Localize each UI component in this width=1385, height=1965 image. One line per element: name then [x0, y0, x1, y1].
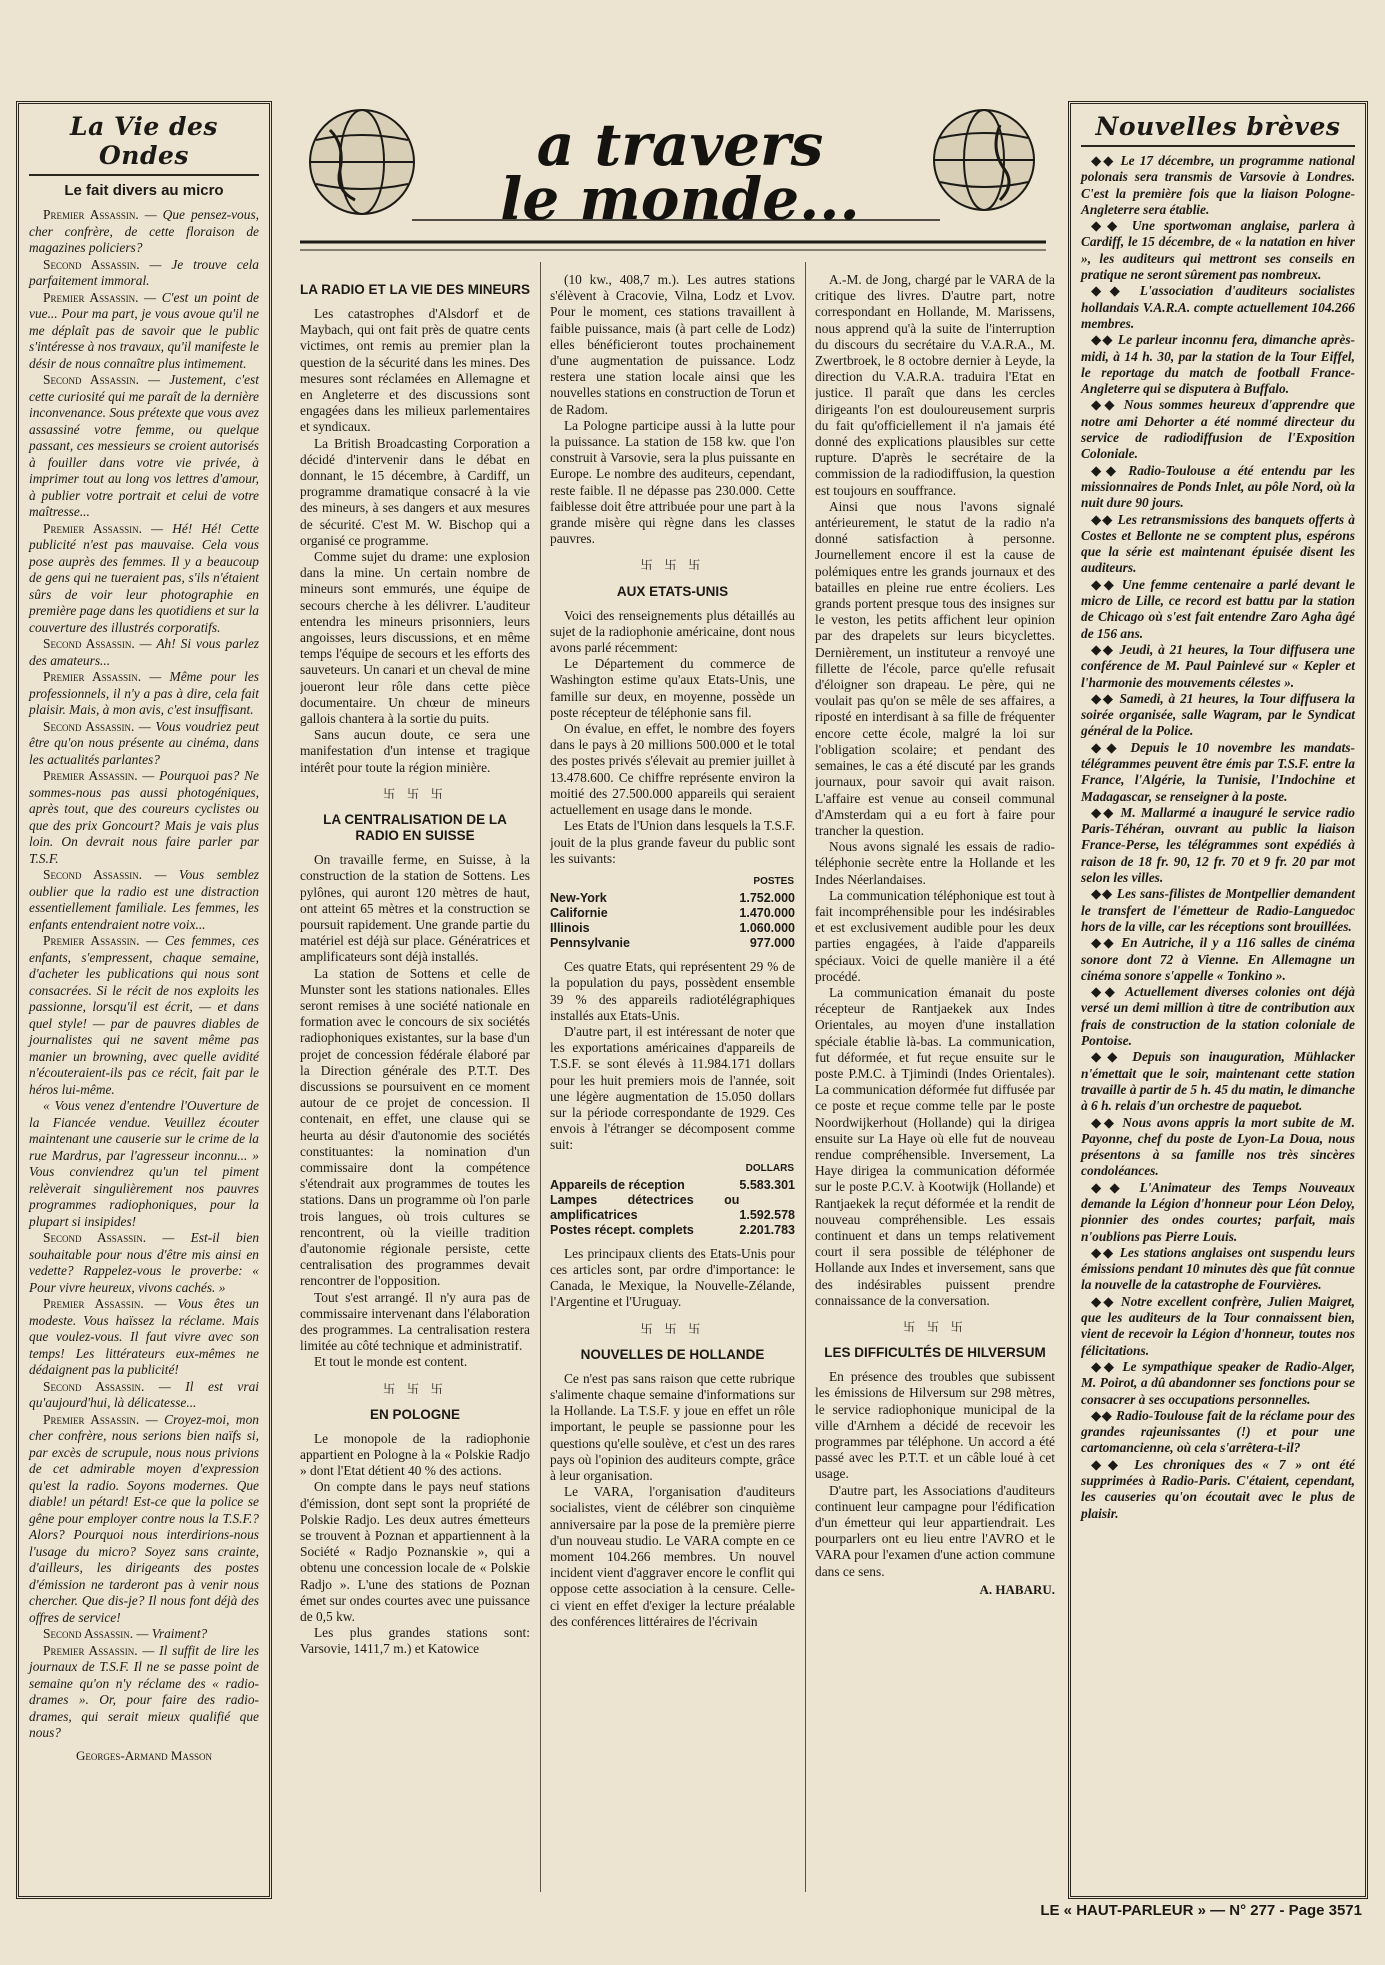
article-body	[550, 1246, 795, 1311]
speaker: Premier Assassin.	[43, 520, 142, 536]
bullet-icon: ◆◆	[1091, 1358, 1123, 1374]
article-heading: LES DIFFICULTÉS DE HILVERSUM	[824, 1345, 1046, 1361]
paragraph: Voici des renseignements plus détaillés au sujet de la radiophonie américaine, dont nous avons parlé récemment:	[550, 607, 795, 656]
brief-item: ◆◆ Notre excellent confrère, Julien Maigret, que les auditeurs de la Tour connaissent bien, vient de recevoir la Légion d'honneur, toutes nos félicitations.	[1081, 1293, 1356, 1358]
paragraph: Comme sujet du drame: une explosion dans la mine. Un certain nombre de mineurs sont emmurés, une équipe de secours cherche à les délivrer. L'auditeur entendra les mineurs prisonniers, leurs angoisses, leurs discussions, et en même temps l'équipe de secours et les efforts des sauveteurs. Un canari et un cheval de mine joueront leur rôle dans cette pièce documentaire. Un chœur de mineurs gallois chantera à la sortie du puits.	[300, 549, 530, 727]
dialogue-line: Second Assassin. — Vous voudriez peut être qu'on nous présente au cinéma, dans les actualités parlantes?	[29, 718, 260, 767]
ornament: 卐 卐 卐	[383, 1381, 447, 1396]
speaker: Premier Assassin.	[43, 1642, 138, 1658]
row-label: Postes récept. complets	[550, 1222, 694, 1237]
column-rule	[805, 262, 806, 1892]
brief-item: ◆◆ Depuis son inauguration, Mühlacker n'émettait que le soir, maintenant cette station travaille à partir de 5 h. 45 du matin, le dimanche à 6 h. relais d'un orchestre de paquebot.	[1081, 1049, 1355, 1114]
paragraph: On compte dans le pays neuf stations d'émission, dont sept sont la propriété de Polskie Radjo. Les deux autres émetteurs se trouvent à Poznan et appartiennent à la Société « Radjo Poznanskie », qui a obtenu une concession locale de « Polskie Radjo ». L'une des stations de Poznan émet sur ondes courtes avec une puissance de 0,5 kw.	[300, 1479, 530, 1625]
row-label: Lampes détectrices ou amplificatrices	[550, 1192, 740, 1222]
bullet-icon: ◆◆	[1091, 739, 1131, 755]
speaker: Premier Assassin.	[43, 207, 139, 222]
paragraph: Ce n'est pas sans raison que cette rubrique s'alimente chaque semaine d'informations sur la Hollande. La T.S.F. y joue en effet un rôle important, le peuple se passionne pour les questions qu'elle soulève, et c'est un des rares pays où l'opinion des auditeurs compte, grâce à leur organisation.	[550, 1370, 795, 1483]
table-row	[550, 891, 795, 906]
dialogue-line: Second Assassin. — Ah! Si vous parlez des amateurs...	[29, 636, 259, 668]
paragraph: La station de Sottens et celle de Munster sont les stations nationales. Elles seront remises à une société nationale en formation avec le concours de six sociétés radiophoniques existantes, sur la base d'un projet de concession fédérale élaboré par la Direction générale des P.T.T. Des discussions se poursuivent en ce moment autour de ce projet de concession. Il contenait, en effet, une clause qui se heurta au désir d'autonomie des sociétés constituantes: la nomination d'un commissaire dont la compétence s'étendrait aux programmes de toutes les stations. Dans un programme où l'on parle trois langues, où trois cultures se rencontrent, où la vieille tradition d'autonomie régionale persiste, cette centralisation des programmes devait rencontrer de l'opposition.	[300, 965, 530, 1289]
paragraph: Les Etats de l'Union dans lesquels la T.S.F. jouit de la plus grande faveur du public sont les suivants:	[550, 818, 795, 866]
brief-item: ◆◆ L'association d'auditeurs socialistes hollandais V.A.R.A. compte actuellement 104.266 membres.	[1081, 283, 1355, 331]
bullet-icon: ◆◆	[1091, 804, 1121, 820]
byline: A. HABARU.	[979, 1581, 1055, 1597]
bullet-icon: ◆◆	[1091, 1407, 1117, 1423]
speaker: Premier Assassin.	[43, 1411, 140, 1427]
article-body	[550, 959, 795, 1153]
row-label: Californie	[550, 906, 608, 921]
brief-item: ◆◆ Depuis le 10 novembre les mandats-télégrammes peuvent être émis par T.S.F. entre la France, l'Algérie, la Tunisie, l'Indochine et Madagascar, se renseigner à la poste.	[1081, 739, 1355, 804]
bullet-icon: ◆◆	[1091, 332, 1118, 348]
bullet-icon: ◆◆	[1091, 397, 1124, 413]
row-value: 1.470.000	[739, 906, 795, 921]
brief-item: ◆◆ M. Mallarmé a inauguré le service radio Paris-Téhéran, ouvrant au public la liaison France-Perse, les télégrammes sont expédiés à raison de 18 fr. 90, 12 fr. 70 et 9 fr. 20 par mot selon les villes.	[1081, 804, 1355, 886]
article-heading: NOUVELLES DE HOLLANDE	[580, 1346, 765, 1362]
article-body	[550, 272, 795, 547]
brief-item: ◆◆ Les retransmissions des banquets offerts à Costes et Bellonte ne se comptent plus, espérons que la série est maintenant épuisée disent les auditeurs.	[1081, 511, 1355, 576]
paragraph: D'autre part, il est intéressant de noter que les exportations américaines d'appareils de T.S.F. se sont élevés à 11.984.171 dollars pour les huit premiers mois de l'année, soit une légère augmentation de 15.050 dollars sur la période correspondante de 1929. Ces envois à l'étranger se décomposent comme suit:	[550, 1023, 795, 1153]
brief-item: ◆◆ En Autriche, il y a 116 salles de cinéma sonore dont 72 à Vienne. En Allemagne un cinéma sonore s'appelle « Tonkino ».	[1081, 935, 1355, 983]
brief-item: ◆◆ Le sympathique speaker de Radio-Alger, M. Poirot, a dû abandonner ses fonctions pour se consacrer à ses occupations personnelles.	[1081, 1358, 1355, 1407]
dialogue-text	[29, 207, 259, 1742]
brief-item: ◆◆ Jeudi, à 21 heures, la Tour diffusera une conférence de M. Paul Painlevé sur « Kepler et l'harmonie des mouvements célestes ».	[1081, 641, 1355, 690]
dialogue-line: Second Assassin. — Il est vrai qu'aujourd'hui, là délicatesse...	[29, 1378, 260, 1410]
row-value: 1.752.000	[739, 891, 795, 906]
article-heading: LA CENTRALISATION DE LA RADIO EN SUISSE	[323, 812, 507, 844]
brief-item: ◆◆ Nous avons appris la mort subite de M. Payonne, chef du poste de Lyon-La Doua, nous présentons à sa famille nos très sincères condoléances.	[1081, 1114, 1355, 1179]
article-heading: LA RADIO ET LA VIE DES MINEURS	[300, 282, 530, 297]
speaker: Premier Assassin.	[43, 933, 140, 948]
speaker: Second Assassin.	[43, 256, 140, 272]
paragraph: Et tout le monde est content.	[314, 1354, 468, 1370]
article-body	[815, 1369, 1055, 1580]
paragraph: La Pologne participe aussi à la lutte pour la puissance. La station de 158 kw. que l'on construit à Varsovie, sera la plus puissante en Europe. Le nombre des auditeurs, cependant, reste faible. Il ne dépasse pas 230.000. Cette faiblesse doit être attribuée pour une part à la grande misère qui règne dans les classes pauvres.	[550, 417, 795, 547]
bullet-icon: ◆◆	[1091, 886, 1117, 902]
title-line-1: a travers	[536, 111, 824, 179]
masthead-title	[420, 111, 940, 233]
paragraph: Les plus grandes stations sont: Varsovie, 1411,7 m.) et Katowice	[300, 1625, 530, 1657]
row-label: New-York	[550, 891, 607, 906]
paragraph: A.-M. de Jong, chargé par le VARA de la critique des livres. D'autre part, notre correspondant en Hollande, M. Marissens, nous apprend qu'à la suite de l'interruption du discours du secrétaire du V.A.R.A., M. Zwertbroek, le 8 octobre dernier à Leyde, la direction du V.A.R.A. traduira l'Etat en justice. Il paraît que dans les cercles dirigeants l'on est douloureusement surpris du fait qu'officiellement il n'a jamais été donné des explications plausibles sur cette rupture. D'après le secrétaire de la commission de la radiodiffusion, la question est toujours en souffrance.	[815, 272, 1055, 498]
paragraph: On travaille ferme, en Suisse, à la construction de la station de Sottens. Les pylônes, qui auront 120 mètres de haut, ont atteint 65 mètres et la construction se poursuit rapidement. Une grande partie du matériel est déjà sur place. Génératrices et amplificateurs sont déjà installés.	[300, 852, 530, 965]
table-row	[550, 906, 795, 921]
bullet-icon: ◆◆	[1091, 283, 1140, 299]
brief-item: ◆◆ Samedi, à 21 heures, la Tour diffusera la soirée organisée, salle Wagram, par le Syndicat général de la Police.	[1081, 690, 1355, 739]
dialogue-line: Premier Assassin. — Pourquoi pas? Ne sommes-nous pas aussi photogéniques, après tout, que des coureurs cyclistes ou que des prix Goncourt? Mais je vais plus loin. On devrait nous faire parler par T.S.F.	[29, 768, 259, 866]
speaker: Second Assassin.	[43, 636, 135, 651]
sidebar-subtitle: Le fait divers au micro	[64, 182, 224, 199]
bullet-icon: ◆◆	[1091, 984, 1126, 1000]
brief-list	[1081, 153, 1355, 1522]
ornament: 卐 卐 卐	[640, 1321, 705, 1336]
article-body	[815, 272, 1055, 1309]
bullet-icon: ◆◆	[1091, 576, 1122, 592]
speaker: Second Assassin.	[43, 718, 135, 734]
article-body	[300, 852, 530, 1371]
paragraph: Tout s'est arrangé. Il n'y aura pas de commissaire intervenant dans l'élaboration des programmes. La centralisation restera limitée au côté technique et administratif.	[300, 1289, 530, 1354]
column-rule	[540, 262, 541, 1892]
brief-item: ◆◆ Les stations anglaises ont suspendu leurs émissions pendant 10 minutes dès que fût connue la nouvelle de la catastrophe de Fourvières.	[1081, 1244, 1355, 1293]
sidebar-title: Nouvelles brèves	[1081, 112, 1355, 147]
signature: Georges-Armand Masson	[76, 1747, 212, 1763]
sidebar-nouvelles-breves	[1068, 101, 1368, 1899]
masthead	[300, 100, 1046, 258]
article-body	[550, 608, 795, 867]
bullet-icon: ◆◆	[1091, 1244, 1120, 1260]
paragraph: Ces quatre Etats, qui représentent 29 % de la population du pays, possèdent ensemble 39 % des appareils radiotélégraphiques installés aux Etats-Unis.	[550, 959, 795, 1023]
brief-item: ◆◆ Nous sommes heureux d'apprendre que notre ami Dehorter a été nommé directeur du service de radiodiffusion de l'Exposition Coloniale.	[1081, 397, 1355, 462]
table-head: POSTES	[753, 875, 794, 887]
dialogue-line: Premier Assassin. — Même pour les professionnels, il n'y a pas à dire, cela fait plaisir. Mais, à mon avis, c'est insuffisant.	[29, 669, 260, 717]
row-label: Illinois	[550, 921, 590, 936]
brief-item: ◆◆ Radio-Toulouse a été entendu par les missionnaires de Ponds Inlet, au pôle Nord, où la nuit dure 90 jours.	[1081, 462, 1356, 511]
dialogue-line: Second Assassin. — Vous semblez oublier que la radio est une distraction essentiellement familiale. Les femmes, les enfants entendraient notre voix...	[29, 867, 260, 932]
paragraph: Le VARA, l'organisation d'auditeurs socialistes, vient de célébrer son cinquième anniversaire par la pose de la première pierre d'un nouveau studio. Le VARA compte en ce moment 104.266 membres. Un nouvel incident vient d'aggraver encore le conflit qui oppose cette association à la censure. Celle-ci vient en effet d'exiger la lecture préalable des conférences littéraires de l'écrivain	[550, 1484, 795, 1629]
paragraph: En présence des troubles que subissent les émissions de Hilversum sur 298 mètres, le service radiophonique municipal de la ville d'Arnhem a décidé de recevoir les programmes par téléphone. Un accord a été passé avec les P.T.T. et un câble loué à cet usage.	[815, 1369, 1055, 1482]
paragraph: D'autre part, les Associations d'auditeurs continuent leur campagne pour l'édification d'un émetteur qui leur appartiendrait. Les pourparlers ont eu lieu entre l'AVRO et le VARA pour l'examen d'une action commune dans ce sens.	[815, 1482, 1055, 1579]
speaker: Premier Assassin.	[43, 1296, 144, 1311]
brief-item: ◆◆ Radio-Toulouse fait de la réclame pour des grandes rajeunissantes (!) et pour une cartomancienne, où cela s'arrêtera-t-il?	[1081, 1407, 1355, 1456]
paragraph: Le Département du commerce de Washington estime qu'aux Etats-Unis, une famille sur deux, en moyenne, possède un poste récepteur de téléphonie sans fil.	[550, 656, 795, 720]
speaker: Premier Assassin.	[43, 669, 142, 684]
speaker: Second Assassin.	[43, 867, 143, 882]
bullet-icon: ◆◆	[1091, 218, 1132, 234]
bullet-icon: ◆◆	[1091, 690, 1120, 706]
table-row	[550, 1223, 795, 1238]
bullet-icon: ◆◆	[1091, 1114, 1123, 1130]
dialogue-line: Premier Assassin. — Vous êtes un modeste. Vous haïssez la réclame. Mais que voulez-vous. Il faut vivre avec son temps! Les littérateurs eux-mêmes ne dédaignent pas la publicité!	[29, 1296, 259, 1377]
speaker: Premier Assassin.	[43, 289, 139, 305]
bullet-icon: ◆◆	[1091, 641, 1120, 657]
article-body	[300, 306, 530, 776]
exports-table	[550, 1160, 795, 1238]
paragraph: On évalue, en effet, le nombre des foyers dans le pays à 20 millions 500.000 et le total des postes privés s'élevait au premier juillet à 13.478.600. Ce chiffre représente environ la moitié des 27.500.000 appareils qui seraient actuellement en usage dans le monde.	[550, 721, 795, 818]
bullet-icon: ◆◆	[1091, 1456, 1135, 1472]
ornament: 卐 卐 卐	[383, 786, 447, 801]
brief-item: ◆◆ Les chroniques des « 7 » ont été supprimées à Radio-Paris. C'étaient, cependant, les causeries qu'on écoutait avec le plus de plaisir.	[1081, 1456, 1355, 1521]
paragraph: La communication téléphonique est tout à fait incompréhensible pour les indésirables et est exclusivement audible pour les deux parties engagées, à l'aide d'appareils spéciaux. Voici de quelle manière il a été procédé.	[815, 887, 1055, 984]
bullet-icon: ◆◆	[1091, 511, 1118, 527]
speaker: Premier Assassin.	[43, 768, 138, 783]
brief-item: ◆◆ Le 17 décembre, un programme national polonais sera transmis de Varsovie à Londres. C'est la première fois que la liaison Pologne-Angleterre sera établie.	[1081, 153, 1355, 217]
table-row	[550, 1193, 795, 1223]
article-heading: AUX ETATS-UNIS	[616, 583, 729, 599]
dialogue-line: Premier Assassin. — Ces femmes, ces enfants, s'empressent, chaque semaine, d'acheter les publications qui nous sont consacrées. Si le récit de nos exploits les passionne, lorsqu'il est écrit, — et dans quel style! — par de pauvres diables de journalistes qui ne savent même pas manier un browning, avec quelle avidité n'écouteraient-ils pas ce récit, fait par le héros lui-même.	[29, 933, 259, 1097]
column-1	[300, 272, 530, 1892]
sidebar-vie-des-ondes	[16, 101, 272, 1899]
table-head: DOLLARS	[745, 1162, 794, 1174]
article-body	[550, 1371, 795, 1630]
title-line-2: le monde...	[500, 165, 860, 233]
ornament: 卐 卐 卐	[903, 1320, 967, 1334]
dialogue-line: Premier Assassin. — Il suffit de lire les journaux de T.S.F. Il ne se passe point de semaine qu'on n'y réclame des « radio-drames ». Or, pour faire des radio-drames, qui serait mieux qualifié que nous?	[29, 1642, 260, 1740]
table-row	[550, 936, 795, 951]
speaker: Second Assassin.	[43, 372, 139, 387]
paragraph: Le monopole de la radiophonie appartient en Pologne à la « Polskie Radjo » dont l'Etat détient 40 % des actions.	[300, 1430, 530, 1479]
paragraph: Les catastrophes d'Alsdorf et de Maybach, qui ont fait près de quatre cents victimes, ont remis au premier plan la question de la sécurité dans les mines. Des mesures sont réclamées en Allemagne et en Angleterre et des discussions sont engagées dans les milieux parlementaires et syndicaux.	[300, 306, 530, 435]
row-value: 1.060.000	[739, 921, 795, 936]
paragraph: Nous avons signalé les essais de radio-téléphonie secrète entre la Hollande et les Indes Néerlandaises.	[815, 839, 1055, 887]
row-label: Appareils de réception	[550, 1177, 685, 1192]
page-footer: LE « HAUT-PARLEUR » — N° 277 - Page 3571	[1040, 1902, 1362, 1919]
speaker: Second Assassin.	[43, 1230, 147, 1245]
row-value: 5.583.301	[739, 1177, 795, 1192]
dialogue-line: Premier Assassin. — C'est un point de vue... Pour ma part, je vous avoue qu'il ne me déplaît pas de savoir que le public s'intéresse à nos travaux, qu'il manifeste le désir de nous connaître plus intimement.	[29, 289, 260, 371]
article-heading: EN POLOGNE	[369, 1406, 460, 1422]
brief-item: ◆◆ L'Animateur des Temps Nouveaux demande la Légion d'honneur pour Léon Deloy, pionnier des ondes courtes; parfait, mais n'oublions pas Pierre Louis.	[1081, 1179, 1355, 1244]
row-label: Pennsylvanie	[550, 936, 630, 951]
paragraph: La communication émanait du poste récepteur de Rantjaekek aux Indes Orientales, au moyen d'une installation spéciale établie là-bas. La communication, fut déformée, et fut reçue ensuite sur le poste P.M.C. à Tjimindi (Indes Orientales). La communication déformée fut diffusée par ce poste et reçue comme telle par le poste Noordwijkerhout (Hollande) qui la dirigea ensuite sur La Haye où elle fut de nouveau rendue compréhensible. Inversement, La Haye dirigea la communication déformée sur le poste P.C.V. à Kootwijk (Hollande) et Rantjaekek la reçut déformée et la rendit de nouveau compréhensible. Les essais continuent et dans un temps relativement court il sera possible de téléphoner de Hollande aux Indes et inversement, sans que des indésirables puissent prendre connaissance de la conversation.	[815, 984, 1055, 1308]
bullet-icon: ◆◆	[1091, 462, 1129, 478]
paragraph: Sans aucun doute, ce sera une manifestation d'un intense et tragique intérêt pour toute la région minière.	[300, 727, 530, 775]
dialogue-line: Premier Assassin. — Croyez-moi, mon cher confrère, nous serions bien naïfs si, par excès de scrupule, nous nous privions de cet admirable moyen d'expression qu'est la radio. Soyons modernes. Que diable! un pétard! Est-ce que la police se gêne pour employer contre nous la T.S.F.? Alors? Pourquoi nous interdirions-nous l'usage du micro? Soyez sans crainte, d'ailleurs, les dirigeants des postes d'émission ne tarderont pas à venir nous chercher. Que dis-je? Il nous font déjà des offres de service!	[29, 1411, 259, 1625]
bullet-icon: ◆◆	[1091, 935, 1122, 951]
states-table	[550, 873, 795, 951]
dialogue-line: Second Assassin. — Est-il bien souhaitable pour nous d'être mis ainsi en vedette? Rappelez-vous le proverbe: « Pour vivre heureux, vivons cachés. »	[29, 1230, 260, 1295]
dialogue-line: Premier Assassin. — Hé! Hé! Cette publicité n'est pas mauvaise. Cela vous pose auprès des femmes. Il y a beaucoup de gens qui ne tueraient pas, s'ils n'étaient sûrs de voir leur photographie en première page dans les quotidiens et sur la couverture des illustrés corporatifs.	[29, 520, 260, 635]
speaker: Second Assassin.	[43, 1378, 145, 1394]
sidebar-title: La Vie des Ondes	[29, 112, 259, 176]
row-value: 1.592.578	[739, 1207, 795, 1222]
dialogue-line: Second Assassin. — Vraiment?	[43, 1626, 208, 1641]
row-value: 2.201.783	[739, 1222, 795, 1237]
ornament: 卐 卐 卐	[640, 558, 705, 573]
dialogue-line: Second Assassin. — Justement, c'est cette curiosité qui me paraît de la dernière inconvenance. Sous prétexte que vous avez assassiné votre femme, ou quelque passant, ces messieurs se croient autorisés à fouiller dans votre vie privée, à imprimer tout au long vos lettres d'amour, à publier votre portrait et celui de votre maîtresse...	[29, 372, 259, 519]
table-row	[550, 1178, 795, 1193]
bullet-icon: ◆◆	[1091, 1293, 1121, 1309]
bullet-icon: ◆◆	[1091, 153, 1121, 168]
bullet-icon: ◆◆	[1091, 1179, 1140, 1195]
paragraph: (10 kw., 408,7 m.). Les autres stations s'élèvent à Cracovie, Vilna, Lodz et Lvov. Pour le moment, ces stations travaillent à faible puissance, mais (à part celle de Lodz) elles bénéficieront toutes prochainement d'une augmentation de puissance. Lodz restera une station locale ainsi que les nouvelles stations en construction de Torun et de Radom.	[550, 272, 795, 417]
dialogue-line: Second Assassin. — Je trouve cela parfaitement immoral.	[29, 256, 260, 288]
brief-item: ◆◆ Une femme centenaire a parlé devant le micro de Lille, ce record est battu par la station de Chicago où s'est fait entendre Zaro Agha âgé de 156 ans.	[1081, 576, 1355, 641]
brief-item: ◆◆ Les sans-filistes de Montpellier demandent le transfert de l'émetteur de Radio-Languedoc hors de la ville, car les réceptions sont brouillées.	[1081, 886, 1355, 934]
paragraph: Ainsi que nous l'avons signalé antérieurement, le statut de la radio n'a donné satisfaction à personne. Journellement encore il est la cause de polémiques entre les grands journaux et des batailles en pleine rue entre écoliers. Les grands portent presque tous des insignes sur le veston, les petits affichent leur opinion par des drapelets sur leurs bicyclettes. Dernièrement, un instituteur a renvoyé une fillette de l'école, parce qu'elle refusait d'éloigner son drapeau. Le père, qui ne voulait pas qu'on se mêle de ses affaires, a riposté en interdisant à sa fille de fréquenter encore cette école, malgré la loi sur l'obligation scolaire; et pendant des semaines, le cas a été discuté par les grands journaux, pour savoir qui avait raison. L'affaire est venue au conseil communal d'Amsterdam qui a eu fort à faire pour trancher la question.	[815, 498, 1055, 838]
brief-item: ◆◆ Une sportwoman anglaise, parlera à Cardiff, le 15 décembre, de « la natation en hiver », les auditeurs qui mettront ses conseils en pratique ne seront sûrement pas nombreux.	[1081, 218, 1355, 283]
dialogue-line: Premier Assassin. — Que pensez-vous, cher confrère, de cette floraison de magazines policiers?	[29, 207, 260, 255]
column-2	[550, 272, 795, 1892]
paragraph: La British Broadcasting Corporation a décidé d'intervenir dans le débat en donnant, le 15 décembre, à Cardiff, un programme dramatique consacré à la vie des mineurs, à ses dangers et aux mesures de sécurité. C'est M. W. Bischop qui a organisé ce programme.	[300, 435, 530, 548]
column-3	[815, 272, 1055, 1892]
brief-item: ◆◆ Actuellement diverses colonies ont déjà versé un demi million à titre de contribution aux frais de construction de la station coloniale de Pontoise.	[1081, 984, 1355, 1049]
table-row	[550, 921, 795, 936]
dialogue-line: « Vous venez d'entendre l'Ouverture de la Fiancée vendue. Veuillez écouter maintenant une causerie sur le crime de la rue Mardrus, par l'agresseur inconnu... » Vous conviendrez qu'un tel piment relèverait singulièrement nos pauvres programmes radiophoniques, pour la plupart si insipides!	[29, 1098, 259, 1229]
article-body	[300, 1431, 530, 1658]
speaker: Second Assassin.	[43, 1626, 134, 1641]
brief-item: ◆◆ Le parleur inconnu fera, dimanche après-midi, à 14 h. 30, par la station de la Tour Eiffel, le reportage du match de football France-Angleterre qui se disputera à Buffalo.	[1081, 332, 1355, 397]
bullet-icon: ◆◆	[1091, 1049, 1133, 1065]
paragraph: Les principaux clients des Etats-Unis pour ces articles sont, par ordre d'importance: le Canada, le Mexique, la Nouvelle-Zélande, l'Argentine et l'Uruguay.	[550, 1245, 795, 1310]
row-value: 977.000	[749, 936, 795, 951]
